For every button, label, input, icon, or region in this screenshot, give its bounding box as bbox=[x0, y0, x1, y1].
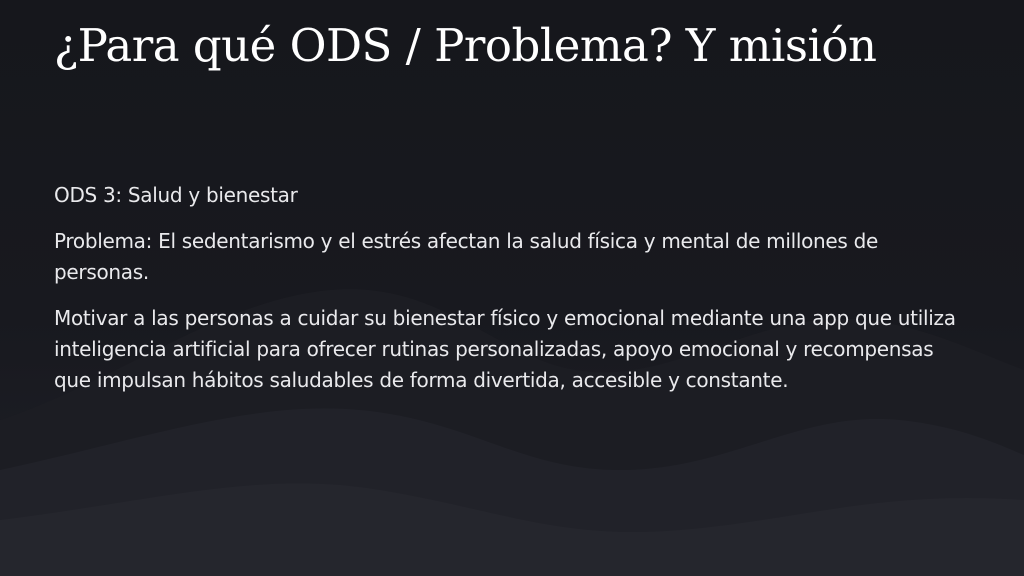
ods-paragraph: ODS 3: Salud y bienestar bbox=[54, 183, 298, 207]
problem-paragraph: Problema: El sedentarismo y el estrés afectan la salud física y mental de millones de personas. bbox=[54, 229, 879, 284]
slide-body bbox=[54, 180, 974, 411]
mission-paragraph: Motivar a las personas a cuidar su bienestar físico y emocional mediante una app que utiliza inteligencia artificial para ofrecer rutinas personalizadas, apoyo emocional y recompensas que impulsan hábitos saludables de forma divertida, accesible y constante. bbox=[54, 306, 956, 392]
slide-title: ¿Para qué ODS / Problema? Y misión bbox=[54, 19, 877, 72]
